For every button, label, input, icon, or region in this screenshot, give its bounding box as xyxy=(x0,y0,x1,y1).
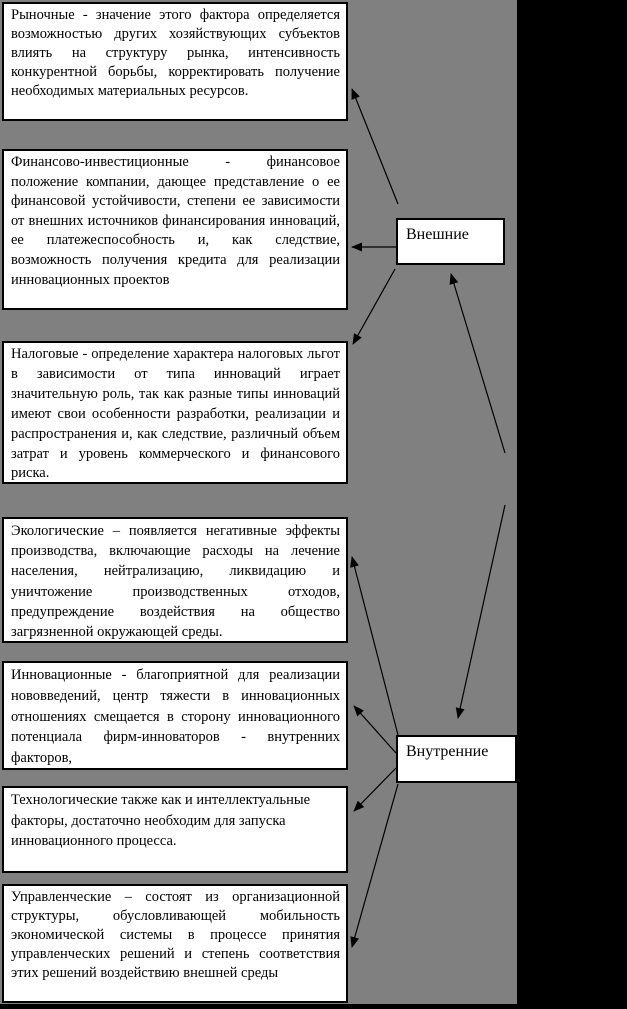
factor-box-ecological: Экологические – появляется негативные эффекты производства, включающие расходы на лечение населения, нейтрализацию, ликвидацию и уничтожение производственных отходов, предупреждение воздействия на общество загрязненной окружающей среды. xyxy=(2,517,348,643)
group-label-external: Внешние xyxy=(396,218,505,265)
factor-box-innovation: Инновационные - благоприятной для реализации нововведений, центр тяжести в инновационных отношениях смещается в сторону инновационного потенциала фирм-инноваторов - внутренних факторов, xyxy=(2,661,348,770)
factor-box-financial-investment: Финансово-инвестиционные - финансовое положение компании, дающее представление о ее финансовой устойчивости, степени ее зависимости от внешних источников финансирования инноваций, ее платежеспособность и, как следствие, возможность получения кредита для реализации инновационных проектов xyxy=(2,149,348,310)
group-label-internal: Внутренние xyxy=(396,735,517,783)
factor-box-tax: Налоговые - определение характера налоговых льгот в зависимости от типа инноваций играет значительную роль, так как разные типы инноваций имеют свои особенности разработки, реализации и распространения и, как следствие, различный объем затрат и уровень коммерческого и финансового риска. xyxy=(2,341,348,484)
factor-box-technological: Технологические также как и интеллектуальные факторы, достаточно необходим для запуска инновационного процесса. xyxy=(2,786,348,873)
factor-box-managerial: Управленческие – состоят из организационной структуры, обусловливающей мобильность экономической системы в процессе принятия управленческих решений и степень соответствия этих решений воздействию внешней среды xyxy=(2,884,348,1003)
factor-box-market: Рыночные - значение этого фактора определяется возможностью других хозяйствующих субъектов влиять на структуру рынка, интенсивность конкурентной борьбы, корректировать получение необходимых материальных ресурсов. xyxy=(2,2,348,121)
